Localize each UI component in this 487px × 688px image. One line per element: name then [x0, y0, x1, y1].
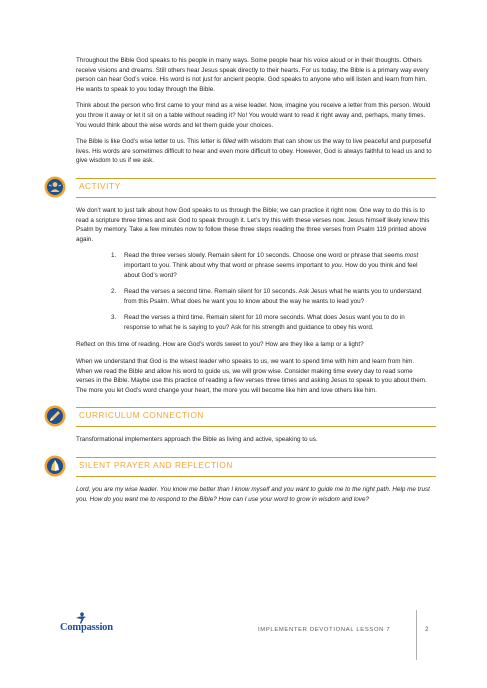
logo-text: Compassion: [60, 622, 113, 633]
activity-icon: [44, 176, 66, 198]
activity-reflect: Reflect on this time of reading. How are God’s words sweet to you? How are they like a lamp or a light?: [76, 341, 364, 349]
activity-title: ACTIVITY: [79, 181, 121, 191]
activity-steps: [76, 251, 432, 332]
intro-paragraph-2: Think about the person who first came to your mind as a wise leader. Now, imagine you receive a letter from this person. Would you throw it away or let it sit on a table without reading it? No! You would want to read it right away and, perhaps, many times. You would think about the wise words and let them guide your choices.: [76, 102, 431, 129]
footer-label: IMPLEMENTER DEVOTIONAL LESSON 7: [258, 627, 391, 633]
intro-paragraph-3: The Bible is like God’s wise letter to us. This letter is filled with wisdom that can show us the way to live peaceful and purposeful lives. His words are sometimes difficult to hear and even more difficult to obey. However, God is always faithful to lead us and to give wisdom to us if we ask.: [76, 138, 432, 165]
page-number: 2: [425, 626, 429, 633]
activity-intro: We don’t want to just talk about how God speaks to us through the Bible; we can practice it right now. One way to do this is to read a scripture three times and ask God to speak through it. Let’s try this with these verses now. Jesus himself likely knew this Psalm by memory. Take a few minutes now to follow these three steps reading the three verses from Psalm 119 printed above again.: [76, 206, 430, 243]
activity-step-3: 3. Read the verses a third time. Remain silent for 10 more seconds. What does Jesus want you to do in response to what he is saying to you? Ask for his strength and guidance to obey his word.: [118, 313, 432, 332]
prayer-header: [44, 455, 432, 477]
activity-header: [44, 176, 432, 198]
prayer-title: SILENT PRAYER AND REFLECTION: [79, 461, 233, 471]
curriculum-text: Transformational implementers approach the Bible as living and active, speaking to us.: [76, 436, 318, 444]
activity-closing: When we understand that God is the wisest leader who speaks to us, we want to spend time with him and learn from him. When we read the Bible and allow his word to guide us, we will grow wise. Consider making time every day to read some verses in the Bible. Maybe use this practice of reading a few verses three times and asking Jesus to speak to you about them. The more you let God’s word change your heart, the more you will become like him and love others like him.: [76, 358, 427, 394]
curriculum-title: CURRICULUM CONNECTION: [79, 411, 204, 421]
compassion-logo: [60, 612, 122, 636]
activity-step-2: 2. Read the verses a second time. Remain silent for 10 seconds. Ask Jesus what he wants you to understand from this Psalm. What does he want you to know about the way he wants to lead you?: [118, 287, 432, 306]
intro-paragraph-1: Throughout the Bible God speaks to his people in many ways. Some people hear his voice aloud or in their thoughts. Others receive visions and dreams. Still others hear Jesus speak directly to their hearts. For us today, the Bible is a primary way every person can hear God’s voice. His word is not just for ancient people. God speaks to anyone who will listen and learn from him. He wants to speak to you today through the Bible.: [76, 57, 429, 93]
activity-step-1: 1. Read the three verses slowly. Remain silent for 10 seconds. Choose one word or phrase that seems most important to you. Think about why that word or phrase seems important to you. How do you think and feel about God’s word?: [118, 251, 432, 280]
prayer-text: Lord, you are my wise leader. You know me better than I know myself and you want to guide me to the right path. Help me trust you. How do you want me to respond to the Bible? How can I use your word to grow in wisdom and love?: [76, 486, 430, 503]
activity-header-rule: [76, 178, 436, 198]
praying-hands-icon: [44, 455, 66, 477]
footer-divider: [416, 610, 417, 660]
pencil-icon: [44, 405, 66, 427]
page-content: [76, 56, 432, 511]
curriculum-header: [44, 405, 432, 427]
